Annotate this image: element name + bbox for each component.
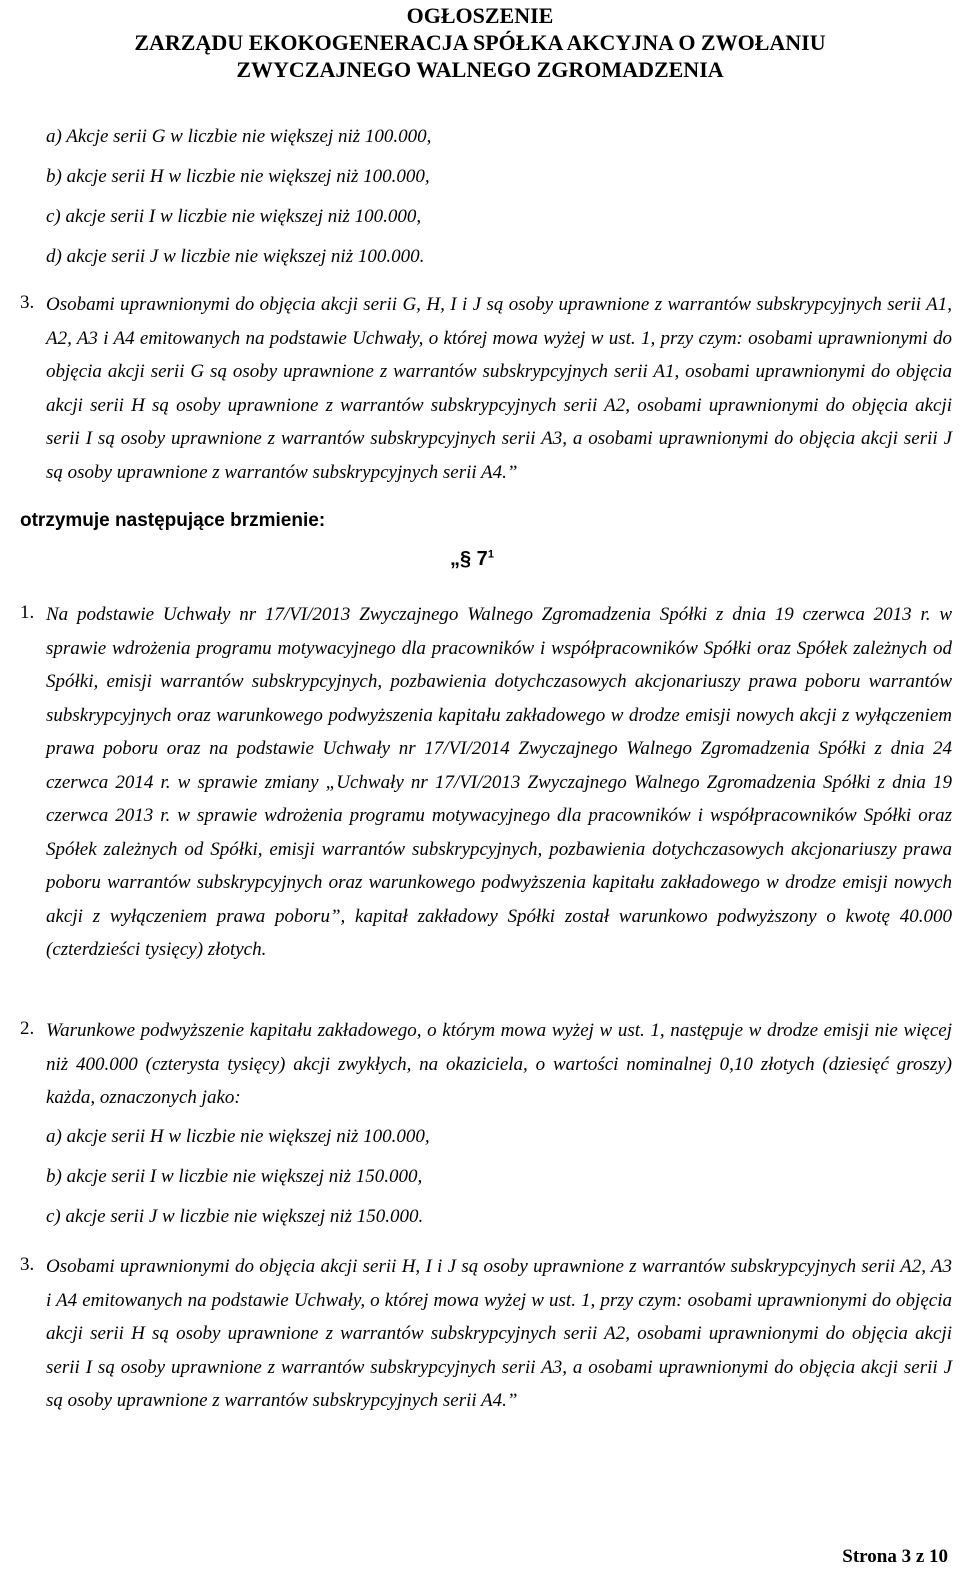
intro-text: otrzymuje następujące brzmienie: <box>20 510 326 531</box>
new-paragraph-1-number: 1. <box>20 602 35 623</box>
section-superscript: 1 <box>487 548 494 561</box>
new-item-c: c) akcje serii J w liczbie nie większej niż 150.000. <box>46 1206 424 1227</box>
new-item-b: b) akcje serii I w liczbie nie większej niż 150.000, <box>46 1166 423 1187</box>
new-paragraph-1: Na podstawie Uchwały nr 17/VI/2013 Zwyczajnego Walnego Zgromadzenia Spółki z dnia 19 czerwca 2013 r. w sprawie wdrożenia programu motywacyjnego dla pracowników i współpracowników Spółki oraz Spółek zależnych od Spółki, emisji warrantów subskrypcyjnych, pozbawienia dotychczasowych akcjonariuszy prawa poboru warrantów subskrypcyjnych oraz warunkowego podwyższenia kapitału zakładowego w drodze emisji nowych akcji z wyłączeniem prawa poboru oraz na podstawie Uchwały nr 17/VI/2014 Zwyczajnego Walnego Zgromadzenia Spółki z dnia 24 czerwca 2014 r. w sprawie zmiany „Uchwały nr 17/VI/2013 Zwyczajnego Walnego Zgromadzenia Spółki z dnia 19 czerwca 2013 r. w sprawie wdrożenia programu motywacyjnego dla pracowników i współpracowników Spółki oraz Spółek zależnych od Spółki, emisji warrantów subskrypcyjnych, pozbawienia dotychczasowych akcjonariuszy prawa poboru warrantów subskrypcyjnych oraz warunkowego podwyższenia kapitału zakładowego w drodze emisji nowych akcji z wyłączeniem prawa poboru”, kapitał zakładowy Spółki został warunkowo podwyższony o kwotę 40.000 (czterdzieści tysięcy) złotych. <box>46 604 952 960</box>
new-paragraph-2: Warunkowe podwyższenie kapitału zakładowego, o którym mowa wyżej w ust. 1, następuje w drodze emisji nie więcej niż 400.000 (czterysta tysięcy) akcji zwykłych, na okaziciela, o wartości nominalnej 0,10 złotych (dziesięć groszy) każda, oznaczonych jako: <box>46 1020 952 1108</box>
new-item-a: a) akcje serii H w liczbie nie większej niż 100.000, <box>46 1126 430 1147</box>
old-item-b: b) akcje serii H w liczbie nie większej niż 100.000, <box>46 166 430 187</box>
old-item-a: a) Akcje serii G w liczbie nie większej niż 100.000, <box>46 126 432 147</box>
section-symbol: „§ 7 <box>450 548 488 570</box>
old-item-d: d) akcje serii J w liczbie nie większej niż 100.000. <box>46 246 425 267</box>
new-paragraph-3-number: 3. <box>20 1254 35 1275</box>
section-heading <box>450 548 494 571</box>
old-item-c: c) akcje serii I w liczbie nie większej niż 100.000, <box>46 206 422 227</box>
header-subtitle-1: ZARZĄDU EKOKOGENERACJA SPÓŁKA AKCYJNA O ZWOŁANIU <box>134 30 826 55</box>
header-subtitle-2: ZWYCZAJNEGO WALNEGO ZGROMADZENIA <box>236 57 724 82</box>
announcement-header <box>0 2 960 83</box>
new-paragraph-2-number: 2. <box>20 1018 35 1039</box>
new-paragraph-3: Osobami uprawnionymi do objęcia akcji serii H, I i J są osoby uprawnione z warrantów subskrypcyjnych serii A2, A3 i A4 emitowanych na podstawie Uchwały, o której mowa wyżej w ust. 1, przy czym: osobami uprawnionymi do objęcia akcji serii H są osoby uprawnione z warrantów subskrypcyjnych serii A2, osobami uprawnionymi do objęcia akcji serii I są osoby uprawnione z warrantów subskrypcyjnych serii A3, a osobami uprawnionymi do objęcia akcji serii J są osoby uprawnione z warrantów subskrypcyjnych serii A4.” <box>46 1256 952 1411</box>
header-title: OGŁOSZENIE <box>406 3 554 28</box>
page-number: Strona 3 z 10 <box>842 1546 948 1567</box>
old-paragraph-3: Osobami uprawnionymi do objęcia akcji serii G, H, I i J są osoby uprawnione z warrantów subskrypcyjnych serii A1, A2, A3 i A4 emitowanych na podstawie Uchwały, o której mowa wyżej w ust. 1, przy czym: osobami uprawnionymi do objęcia akcji serii G są osoby uprawnione z warrantów subskrypcyjnych serii A1, osobami uprawnionymi do objęcia akcji serii H są osoby uprawnione z warrantów subskrypcyjnych serii A2, osobami uprawnionymi do objęcia akcji serii I są osoby uprawnione z warrantów subskrypcyjnych serii A3, a osobami uprawnionymi do objęcia akcji serii J są osoby uprawnione z warrantów subskrypcyjnych serii A4.” <box>46 294 952 483</box>
old-paragraph-3-number: 3. <box>20 292 35 313</box>
